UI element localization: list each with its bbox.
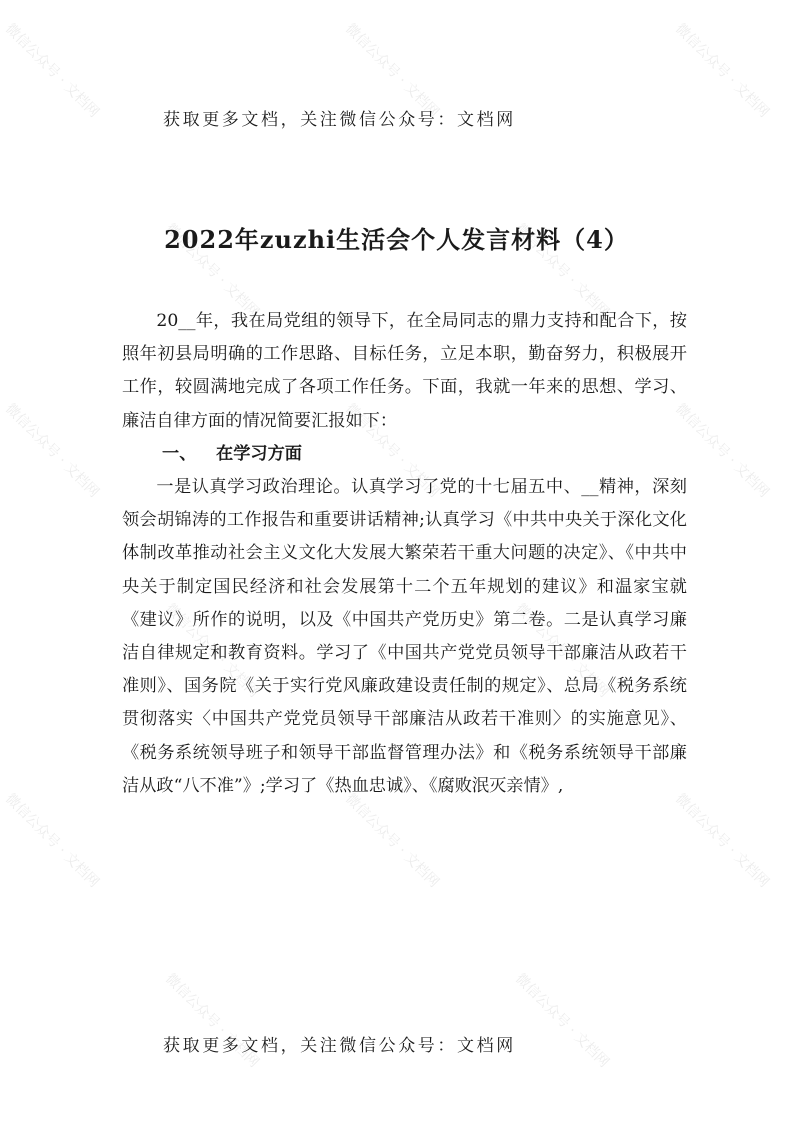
watermark-text: 微信公众号 · 文档网	[511, 970, 612, 1071]
intro-paragraph: 20__年，我在局党组的领导下，在全局同志的鼎力支持和配合下，按照年初县局明确的工作思路、目标任务，立足本职，勤奋努力，积极展开工作，较圆满地完成了各项工作任务。下面，我就一年来的思想、学习、廉洁自律方面的情况简要汇报如下：	[122, 311, 687, 431]
watermark-text: 微信公众号 · 文档网	[1, 20, 102, 121]
watermark-text: 微信公众号 · 文档网	[161, 970, 262, 1071]
watermark-text: 微信公众号 · 文档网	[341, 400, 442, 501]
watermark-text: 微信公众号 · 文档网	[1, 400, 102, 501]
document-body	[122, 305, 687, 803]
watermark-text: 微信公众号 · 文档网	[671, 790, 772, 891]
section-number: 一、	[162, 443, 197, 464]
watermark-text: 微信公众号 · 文档网	[161, 600, 262, 701]
watermark-text: 微信公众号 · 文档网	[511, 600, 612, 701]
watermark-text: 微信公众号 · 文档网	[511, 220, 612, 321]
watermark-text: 微信公众号 · 文档网	[341, 790, 442, 891]
page-header: 获取更多文档，关注微信公众号：文档网	[163, 110, 516, 130]
watermark-text: 微信公众号 · 文档网	[671, 20, 772, 121]
section-paragraph: 一是认真学习政治理论。认真学习了党的十七届五中、__精神，深刻领会胡锦涛的工作报告和重要讲话精神;认真学习《中共中央关于深化文化体制改革推动社会主义文化大发展大繁荣若干重大问题的决定》、《中共中央关于制定国民经济和社会发展第十二个五年规划的建议》和温家宝就《建议》所作的说明，以及《中国共产党历史》第二卷。二是认真学习廉洁自律规定和教育资料。学习了《中国共产党党员领导干部廉洁从政若干准则》、国务院《关于实行党风廉政建设责任制的规定》、总局《税务系统贯彻落实〈中国共产党党员领导干部廉洁从政若干准则〉的实施意见》、《税务系统领导班子和领导干部监督管理办法》和《税务系统领导干部廉洁从政“八不准”》;学习了《热血忠诚》、《腐败泯灭亲情》,	[122, 477, 687, 796]
watermark-text: 微信公众号 · 文档网	[161, 220, 262, 321]
document-title: 2022年zuzhi生活会个人发言材料（4）	[164, 225, 629, 254]
watermark-text: 微信公众号 · 文档网	[1, 790, 102, 891]
section-title: 在学习方面	[216, 443, 302, 464]
page-footer: 获取更多文档，关注微信公众号：文档网	[163, 1036, 516, 1056]
watermark-text: 微信公众号 · 文档网	[341, 20, 442, 121]
section-heading	[122, 438, 687, 471]
watermark-text: 微信公众号 · 文档网	[671, 400, 772, 501]
